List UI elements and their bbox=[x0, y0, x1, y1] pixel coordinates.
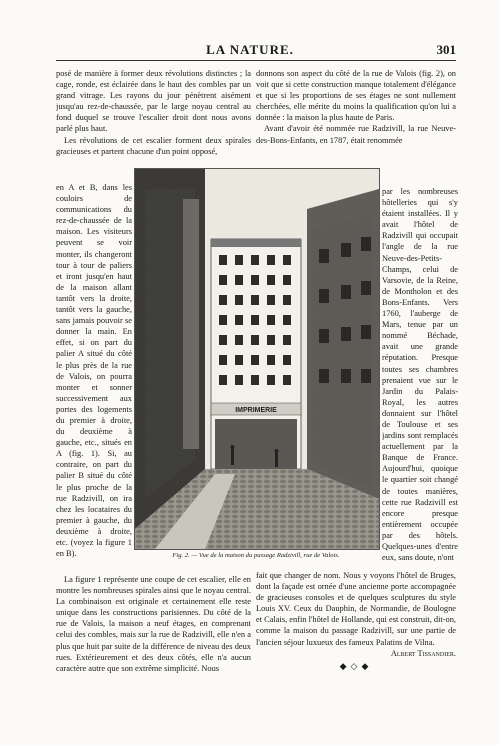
paragraph: Avant d'avoir été nommée rue Radzivill, la rue Neuve-des-Bons-Enfants, en 1787, était renommée bbox=[256, 124, 456, 145]
author-signature: Albert Tissandier. bbox=[390, 648, 456, 658]
running-title: LA NATURE. bbox=[206, 42, 294, 57]
paragraph: La figure 1 représente une coupe de cet escalier, elle en montre les nombreuses spirales ainsi que le noyau central. La combinaison est originale et certainement elle reste unique dans les constructions parisiennes. Du côté de la rue de Valois, la maison a neuf étages, en comprenant celui des combles, mais sur la rue de Radzivill, elle n'en a plus que huit par suite de la différence de niveau des deux rues. Extérieurement et des deux côtés, elle n'a aucun caractère autre que son extrême simplicité. Nous bbox=[56, 575, 251, 673]
left-wrap-column bbox=[56, 182, 132, 582]
paragraph: en A et B, dans les couloirs de communications du rez-de-chaussée de la maison. Les visiteurs peuvent se voir monter, ils changeront tour à tour de paliers et iront jusqu'en haut de la maison allant tantôt vers la droite, tantôt vers la gauche, sans jamais pouvoir se donner la main. En effet, si on part du palier A situé du côté le plus près de la rue de Valois, on pourra monter et sonner successivement aux portes des logements du premier à droite, du deuxième à gauche, etc., situés en A (fig. 1). Si, au contraire, on part du palier B situé du côté le plus proche de la rue Radzivill, on ira chez les locataires du premier à gauche, du deuxième à droite, etc. (voyez la figure 1 en B). bbox=[56, 183, 132, 559]
page-number: 301 bbox=[436, 42, 456, 57]
paragraph: posé de manière à former deux révolutions distinctes ; la cage, ronde, est éclairée dans le haut des combles par un grand vitrage. Les rayons du jour pénètrent aisément jusqu'au rez-de-chaussée, par le large noyau central au fond duquel se trouve l'escalier droit dont nous avons parlé plus haut. bbox=[56, 69, 251, 134]
left-column-top bbox=[56, 68, 251, 182]
header-rule bbox=[56, 60, 456, 61]
paragraph: par les nombreuses hôtelleries qui s'y étaient installées. Il y avait l'hôtel de Radzivill qui occupait l'angle de la rue Neuve-des-Petits-Champs, celui de Varsovie, de la Reine, de Montholon et des Bons-Enfants. Vers 1760, l'auberge de Mars, tenue par un nommé Béchade, avait une grande réputation. Presque toutes ses chambres prenaient vue sur le Jardin du Palais-Royal, les autres donnaient sur l'hôtel de Toulouse et ses jardins sont remplacés actuellement par la Banque de France. Aujourd'hui, quoique le quartier soit changé de toutes manières, cette rue Radzivill est encore presque entièrement occupée par des hôtels. Quelques-unes d'entre eux, sans doute, n'ont bbox=[382, 187, 458, 563]
paragraph: Les révolutions de cet escalier forment deux spirales gracieuses et partent chacune d'un point opposé, bbox=[56, 135, 251, 156]
paragraph: donnons son aspect du côté de la rue de Valois (fig. 2), on voit que si cette construction manque totalement d'élégance et que si les proportions de ses étages ne sont nullement cherchées, elle mérite du moins la qualification qu'on lui a donnée : la maison la plus haute de Paris. bbox=[256, 69, 456, 123]
figure-engraving bbox=[134, 168, 380, 550]
end-ornament: ◆◇◆ bbox=[339, 660, 373, 671]
street-view-illustration bbox=[135, 169, 379, 549]
figure-caption: Fig. 2. — Vue de la maison du passage Radzivill, rue de Valois. bbox=[172, 552, 340, 559]
paragraph: fait que changer de nom. Nous y voyons l'hôtel de Bruges, dont la façade est ornée d'une ancienne porte accompagnée de gracieuses consoles et de quelques sculptures du style Louis XV. Ceux du Dauphin, de Normandie, de Boulogne et Calais, enfin l'hôtel de Hollande, qui est construit, dit-on, comme la maison du passage Radzivill, sur une partie de l'ancien séjour luxueux des fameux Palatins de Vilna. bbox=[256, 571, 456, 647]
imprimerie-sign: IMPRIMERIE bbox=[235, 407, 277, 414]
right-column-bottom bbox=[256, 570, 456, 680]
right-wrap-column bbox=[382, 186, 458, 580]
left-column-bottom bbox=[56, 574, 251, 692]
